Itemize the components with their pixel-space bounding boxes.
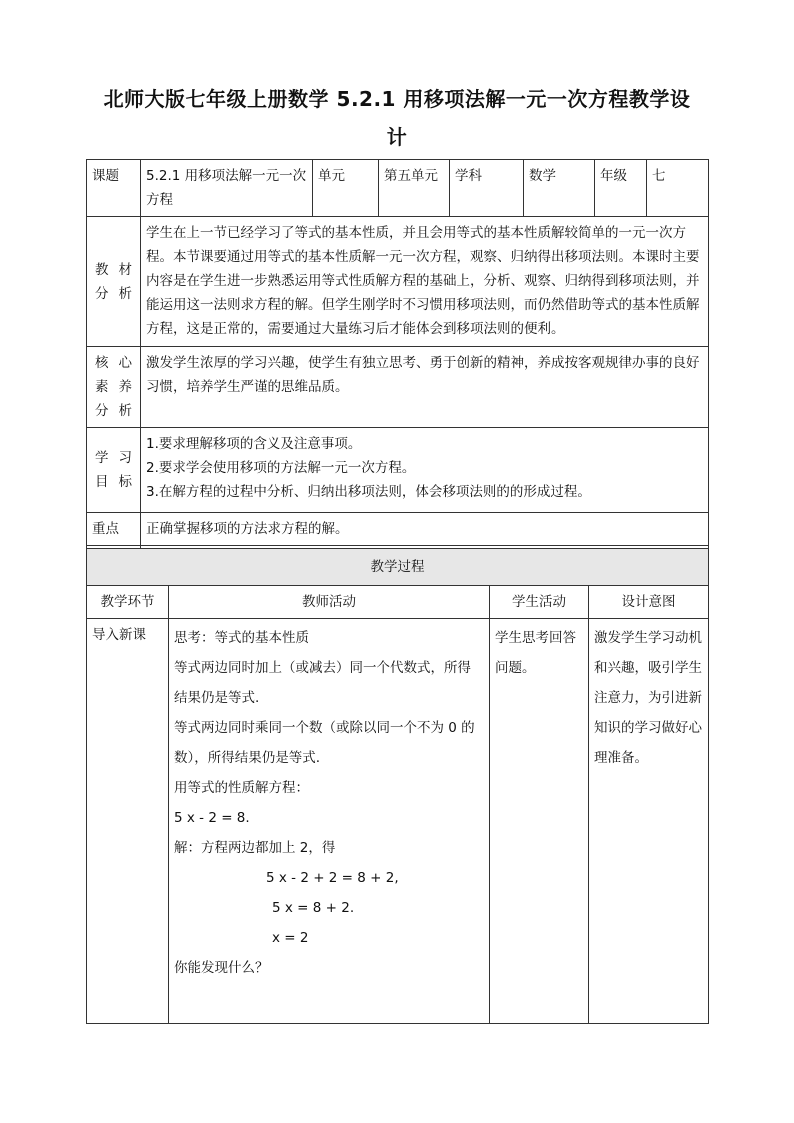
topic-row <box>87 160 709 217</box>
unit-value: 第五单元 <box>379 160 450 217</box>
teacher-line: 你能发现什么？ <box>174 960 269 976</box>
topic-value: 5.2.1 用移项法解一元一次方程 <box>141 160 313 217</box>
core-text: 激发学生浓厚的学习兴趣，使学生有独立思考、勇于创新的精神，养成按客观规律办事的良好习惯，培养学生严谨的思维品质。 <box>141 347 709 428</box>
analysis-label: 教材分析 <box>87 217 141 347</box>
header-teacher: 教师活动 <box>169 586 490 619</box>
title-line-1: 北师大版七年级上册数学 5.2.1 用移项法解一元一次方程教学设 <box>103 87 691 111</box>
key-text: 正确掌握移项的方法求方程的解。 <box>141 513 709 546</box>
goals-list <box>141 428 709 513</box>
header-intent: 设计意图 <box>589 586 709 619</box>
process-header-row <box>87 586 709 619</box>
process-title: 教学过程 <box>87 549 709 586</box>
info-table <box>86 159 709 579</box>
teacher-line: 等式两边同时乘同一个数（或除以同一个不为 0 的数），所得结果仍是等式. <box>174 720 475 766</box>
key-label: 重点 <box>87 513 141 546</box>
key-row <box>87 513 709 546</box>
subject-label: 学科 <box>450 160 524 217</box>
document-title <box>86 80 708 156</box>
goals-row <box>87 428 709 513</box>
teacher-line: 思考：等式的基本性质 <box>174 630 309 646</box>
equation-step: x = 2 <box>272 930 309 946</box>
design-intent: 激发学生学习动机和兴趣，吸引学生注意力，为引进新知识的学习做好心理准备。 <box>589 619 709 1024</box>
analysis-text: 学生在上一节已经学习了等式的基本性质，并且会用等式的基本性质解较简单的一元一次方程。本节课要通过用等式的基本性质解一元一次方程，观察、归纳得出移项法则。本课时主要内容是在学生进一步熟悉运用等式性质解方程的基础上，分析、观察、归纳得到移项法则，并能运用这一法则求方程的解。但学生刚学时不习惯用移项法则，而仍然借助等式的基本性质解方程，这是正常的，需要通过大量练习后才能体会到移项法则的便利。 <box>141 217 709 347</box>
header-stage: 教学环节 <box>87 586 169 619</box>
topic-label: 课题 <box>87 160 141 217</box>
title-line-2: 计 <box>386 125 408 149</box>
subject-value: 数学 <box>524 160 595 217</box>
goal-item: 3.在解方程的过程中分析、归纳出移项法则，体会移项法则的的形成过程。 <box>146 484 591 500</box>
teacher-line: 解：方程两边都加上 2，得 <box>174 840 336 856</box>
equation-step: 5 x = 8 + 2. <box>272 900 355 916</box>
core-row <box>87 347 709 428</box>
analysis-row <box>87 217 709 347</box>
teacher-line: 等式两边同时加上（或减去）同一个代数式，所得结果仍是等式. <box>174 660 471 706</box>
process-title-row <box>87 549 709 586</box>
intro-row <box>87 619 709 1024</box>
stage-cell: 导入新课 <box>87 619 169 1024</box>
grade-label: 年级 <box>595 160 647 217</box>
teacher-line: 用等式的性质解方程： <box>174 780 309 796</box>
goal-item: 2.要求学会使用移项的方法解一元一次方程。 <box>146 460 416 476</box>
equation-step: 5 x - 2 + 2 = 8 + 2, <box>266 870 399 886</box>
teacher-activity <box>169 619 490 1024</box>
core-label: 核心素养分析 <box>87 347 141 428</box>
unit-label: 单元 <box>313 160 379 217</box>
goal-item: 1.要求理解移项的含义及注意事项。 <box>146 436 362 452</box>
goals-label: 学习目标 <box>87 428 141 513</box>
header-student: 学生活动 <box>490 586 589 619</box>
teacher-line: 5 x - 2 = 8. <box>174 810 250 826</box>
student-activity: 学生思考回答问题。 <box>490 619 589 1024</box>
grade-value: 七 <box>647 160 709 217</box>
process-table <box>86 548 709 1024</box>
